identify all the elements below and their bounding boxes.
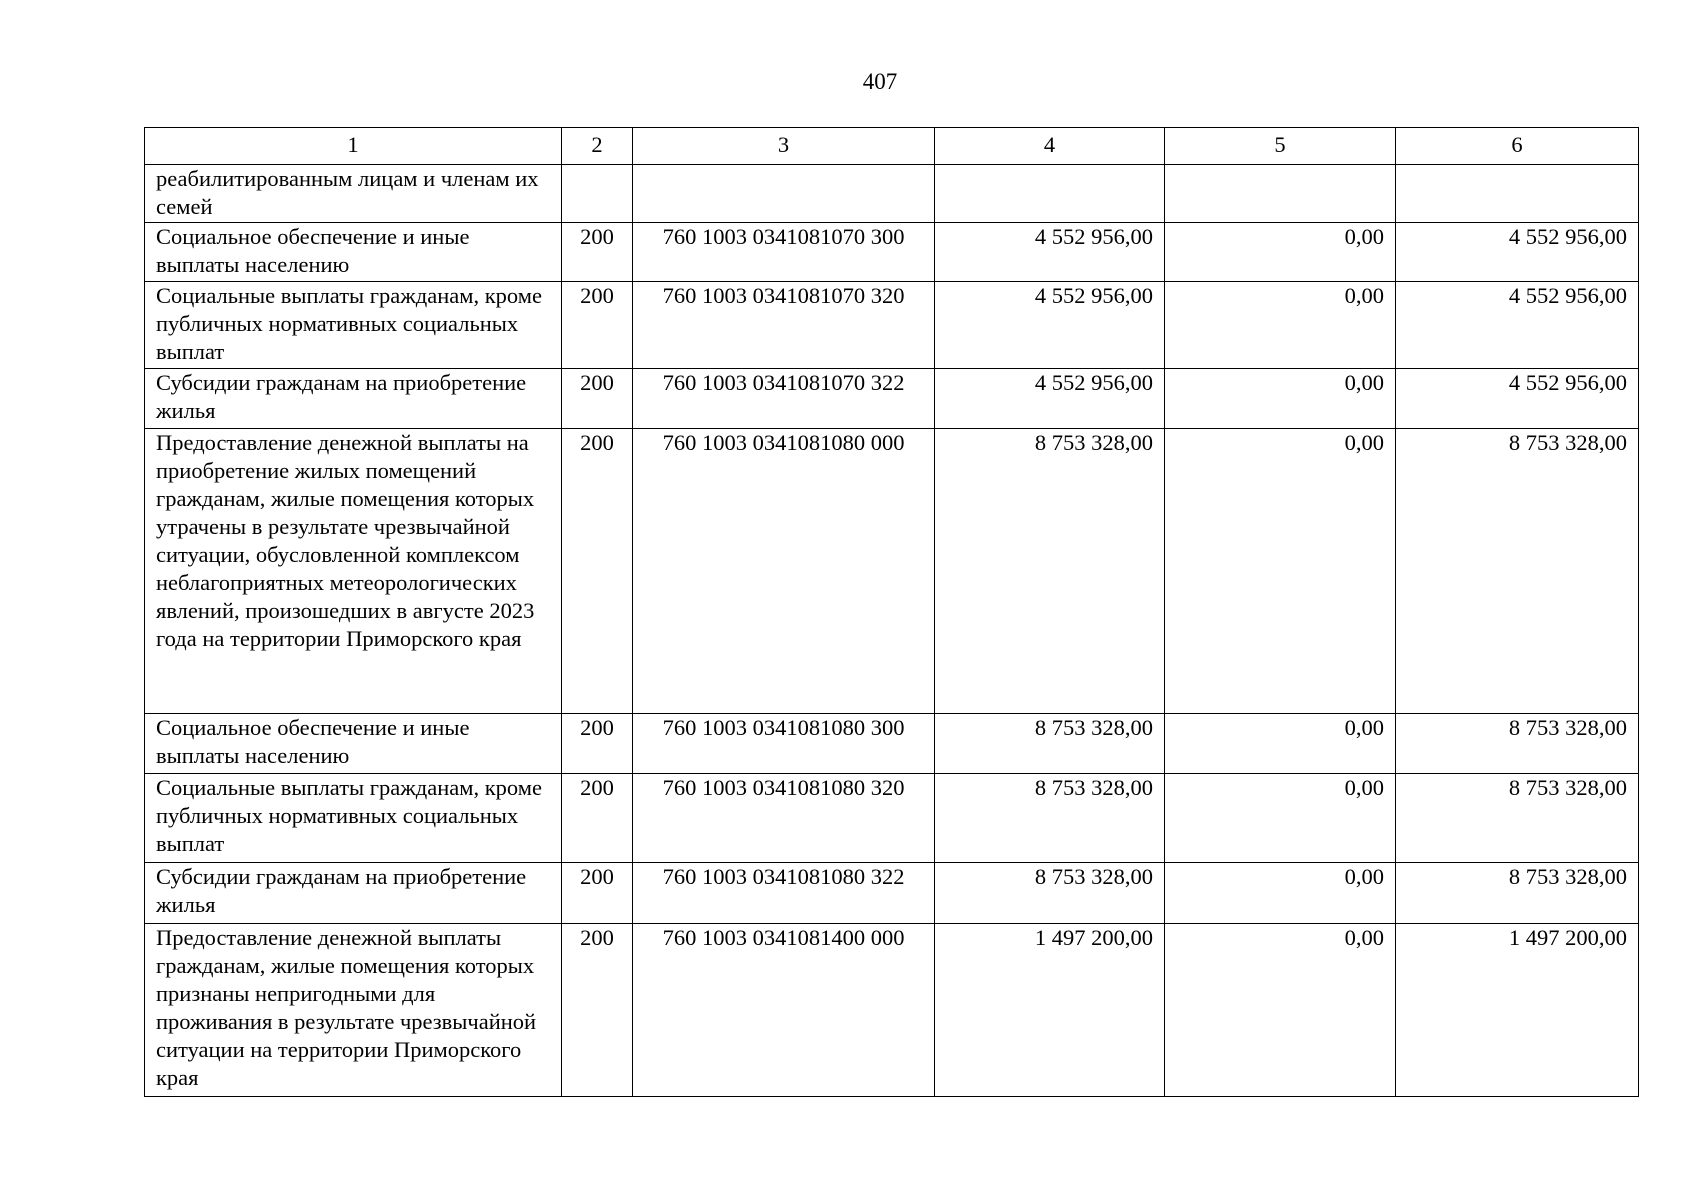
row-value-5-cell: 0,00: [1165, 714, 1396, 774]
row-value-4-cell: 8 753 328,00: [935, 774, 1165, 863]
row-value-5-cell: 0,00: [1165, 863, 1396, 924]
column-header-6: 6: [1396, 128, 1639, 165]
row-value-4-cell: 1 497 200,00: [935, 924, 1165, 1097]
row-value-4-cell: 4 552 956,00: [935, 223, 1165, 282]
row-value-4-cell: 4 552 956,00: [935, 282, 1165, 369]
table-row: [145, 223, 1639, 282]
table-row: [145, 282, 1639, 369]
row-code-cell: 200: [562, 369, 633, 429]
row-code-cell: 200: [562, 924, 633, 1097]
row-value-5-cell: [1165, 165, 1396, 223]
table-row: [145, 924, 1639, 1097]
row-value-6-cell: 8 753 328,00: [1396, 863, 1639, 924]
table-row: [145, 714, 1639, 774]
row-value-4-cell: 4 552 956,00: [935, 369, 1165, 429]
row-value-6-cell: 8 753 328,00: [1396, 774, 1639, 863]
row-code-cell: 200: [562, 863, 633, 924]
row-name-cell: реабилитированным лицам и членам их семей: [145, 165, 562, 223]
row-value-4-cell: 8 753 328,00: [935, 863, 1165, 924]
row-value-5-cell: 0,00: [1165, 369, 1396, 429]
row-classification-cell: 760 1003 0341081070 322: [633, 369, 935, 429]
row-name-cell: Социальные выплаты гражданам, кроме публичных нормативных социальных выплат: [145, 282, 562, 369]
row-value-4-cell: 8 753 328,00: [935, 429, 1165, 714]
column-header-4: 4: [935, 128, 1165, 165]
row-code-cell: [562, 165, 633, 223]
row-name-cell: Социальное обеспечение и иные выплаты населению: [145, 714, 562, 774]
row-classification-cell: 760 1003 0341081070 320: [633, 282, 935, 369]
row-name-cell: Предоставление денежной выплаты на приобретение жилых помещений гражданам, жилые помещения которых утрачены в результате чрезвычайной ситуации, обусловленной комплексом неблагоприятных метеорологических явлений, произошедших в августе 2023 года на территории Приморского края: [145, 429, 562, 714]
budget-table: [144, 127, 1639, 1097]
row-value-5-cell: 0,00: [1165, 223, 1396, 282]
row-value-6-cell: 8 753 328,00: [1396, 429, 1639, 714]
row-value-5-cell: 0,00: [1165, 774, 1396, 863]
row-code-cell: 200: [562, 774, 633, 863]
column-header-5: 5: [1165, 128, 1396, 165]
row-name-cell: Субсидии гражданам на приобретение жилья: [145, 369, 562, 429]
column-header-2: 2: [562, 128, 633, 165]
row-classification-cell: 760 1003 0341081080 322: [633, 863, 935, 924]
column-header-1: 1: [145, 128, 562, 165]
table-row: [145, 774, 1639, 863]
header-row: [145, 128, 1639, 165]
row-code-cell: 200: [562, 282, 633, 369]
table-body: [145, 165, 1639, 1097]
row-value-4-cell: [935, 165, 1165, 223]
row-code-cell: 200: [562, 714, 633, 774]
row-name-cell: Субсидии гражданам на приобретение жилья: [145, 863, 562, 924]
table-row: [145, 429, 1639, 714]
row-value-5-cell: 0,00: [1165, 429, 1396, 714]
row-value-6-cell: 8 753 328,00: [1396, 714, 1639, 774]
row-value-6-cell: 4 552 956,00: [1396, 369, 1639, 429]
row-classification-cell: 760 1003 0341081080 000: [633, 429, 935, 714]
row-value-4-cell: 8 753 328,00: [935, 714, 1165, 774]
row-classification-cell: 760 1003 0341081400 000: [633, 924, 935, 1097]
row-code-cell: 200: [562, 223, 633, 282]
row-name-cell: Социальное обеспечение и иные выплаты населению: [145, 223, 562, 282]
row-name-cell: Предоставление денежной выплаты гражданам, жилые помещения которых признаны непригодными для проживания в результате чрезвычайной ситуации на территории Приморского края: [145, 924, 562, 1097]
column-header-3: 3: [633, 128, 935, 165]
page-number: 407: [862, 69, 898, 94]
table-row: [145, 863, 1639, 924]
row-classification-cell: 760 1003 0341081080 300: [633, 714, 935, 774]
row-classification-cell: [633, 165, 935, 223]
row-classification-cell: 760 1003 0341081080 320: [633, 774, 935, 863]
table-header: [145, 128, 1639, 165]
row-value-5-cell: 0,00: [1165, 282, 1396, 369]
row-value-5-cell: 0,00: [1165, 924, 1396, 1097]
row-code-cell: 200: [562, 429, 633, 714]
row-value-6-cell: [1396, 165, 1639, 223]
row-value-6-cell: 4 552 956,00: [1396, 223, 1639, 282]
table-row: [145, 369, 1639, 429]
row-value-6-cell: 1 497 200,00: [1396, 924, 1639, 1097]
row-value-6-cell: 4 552 956,00: [1396, 282, 1639, 369]
row-classification-cell: 760 1003 0341081070 300: [633, 223, 935, 282]
table-row: [145, 165, 1639, 223]
row-name-cell: Социальные выплаты гражданам, кроме публичных нормативных социальных выплат: [145, 774, 562, 863]
